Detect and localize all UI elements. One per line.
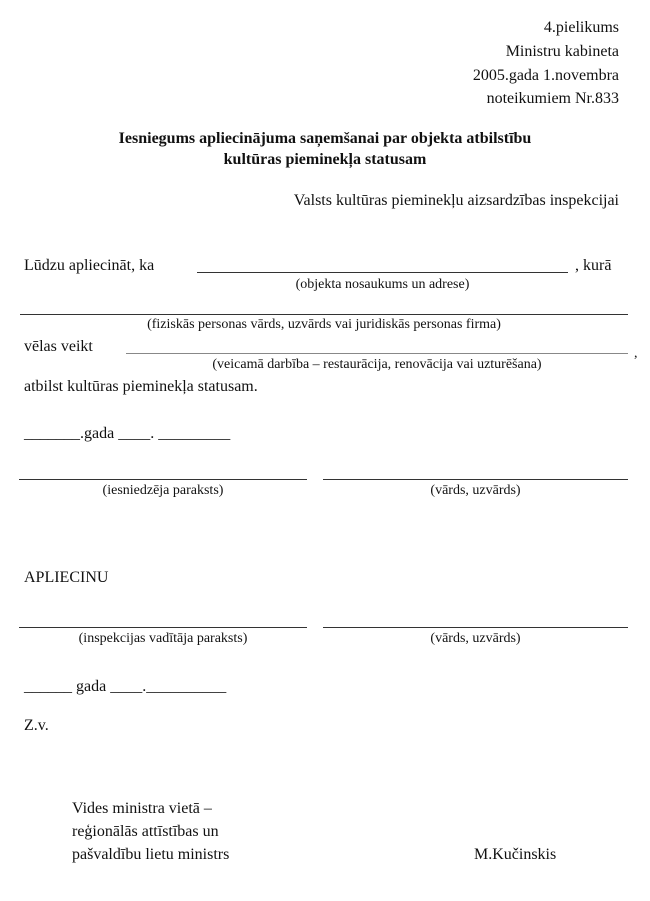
request-suffix: , kurā [575, 257, 612, 274]
applicant-name-caption: (vārds, uzvārds) [430, 483, 521, 498]
inspector-signature-line[interactable] [19, 627, 307, 628]
inspector-name-caption: (vārds, uzvārds) [430, 631, 521, 646]
minister-position-line-3: pašvaldību lietu ministrs [72, 846, 230, 863]
inspector-signature-caption: (inspekcijas vadītāja paraksts) [78, 631, 248, 646]
recipient: Valsts kultūras pieminekļu aizsardzības inspekcijai [293, 192, 619, 209]
seal-placeholder: Z.v. [24, 717, 49, 734]
inspector-name-line[interactable] [323, 627, 628, 628]
conclusion: atbilst kultūras pieminekļa statusam. [24, 378, 258, 395]
person-caption: (fiziskās personas vārds, uzvārds vai juridiskās personas firma) [147, 317, 501, 332]
annex-line-4: noteikumiem Nr.833 [486, 90, 619, 107]
action-prefix: vēlas veikt [24, 338, 93, 355]
certification-date[interactable]: ______ gada ____.__________ [24, 678, 227, 695]
applicant-signature-line[interactable] [19, 479, 307, 480]
annex-line-3: 2005.gada 1.novembra [472, 67, 619, 84]
object-name-line[interactable] [197, 272, 568, 273]
submission-date[interactable]: _______.gada ____. _________ [24, 425, 231, 442]
person-name-line[interactable] [20, 314, 628, 315]
action-caption: (veicamā darbība – restaurācija, renovācija vai uzturēšana) [212, 357, 542, 372]
annex-line-1: 4.pielikums [543, 19, 619, 36]
applicant-signature-caption: (iesniedzēja paraksts) [102, 483, 224, 498]
object-caption: (objekta nosaukums un adrese) [295, 277, 470, 292]
annex-line-2: Ministru kabineta [505, 43, 619, 60]
document-title-line-1: Iesniegums apliecinājuma saņemšanai par objekta atbilstību [118, 130, 532, 147]
action-line[interactable] [126, 353, 628, 354]
certify-heading: APLIECINU [24, 569, 109, 586]
request-prefix: Lūdzu apliecināt, ka [24, 257, 155, 274]
minister-position-line-2: reģionālās attīstības un [72, 823, 219, 840]
action-suffix: , [634, 346, 638, 361]
minister-name: M.Kučinskis [474, 846, 557, 863]
document-title-line-2: kultūras pieminekļa statusam [223, 151, 427, 168]
minister-position-line-1: Vides ministra vietā – [72, 800, 212, 817]
applicant-name-line[interactable] [323, 479, 628, 480]
